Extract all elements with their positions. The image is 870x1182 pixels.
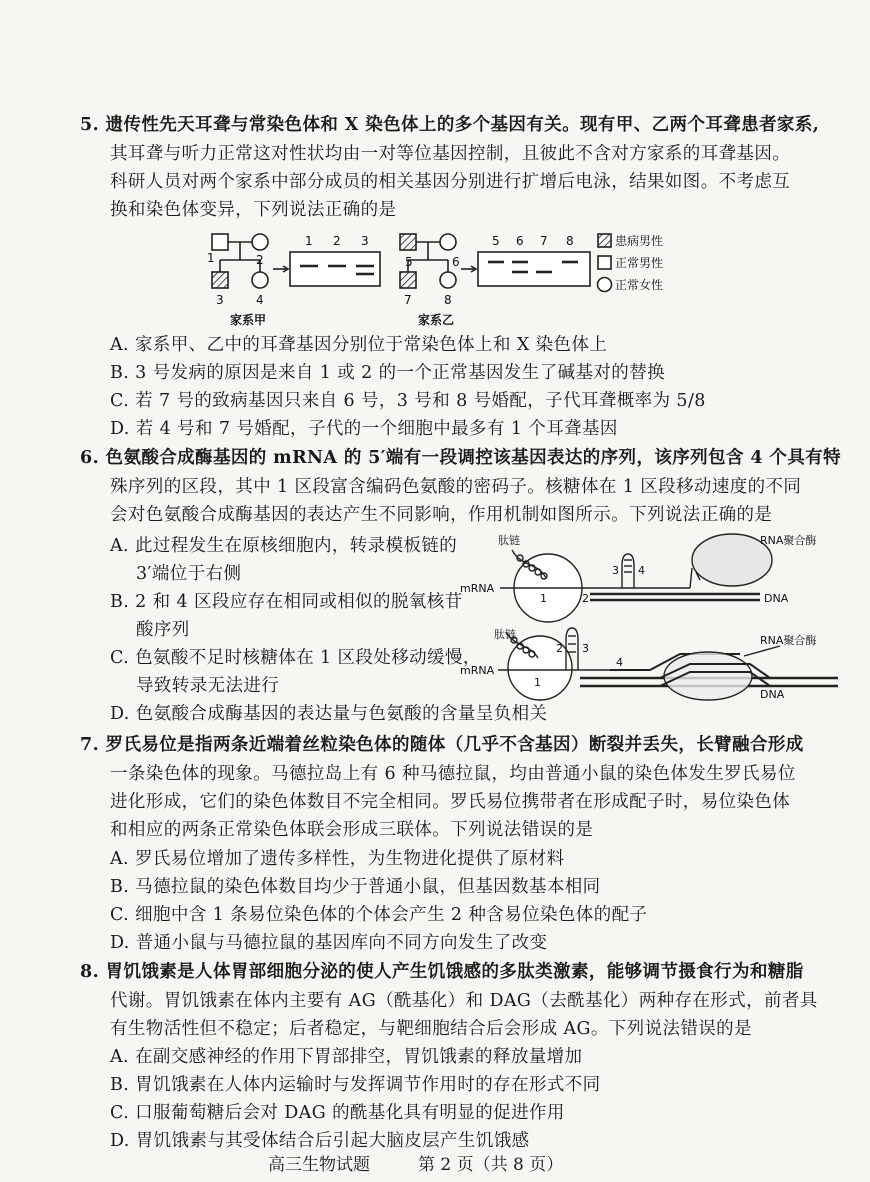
q8-option-b: B. 胃饥饿素在人体内运输时与发挥调节作用时的存在形式不同 bbox=[110, 1075, 601, 1095]
gel-family-b bbox=[478, 252, 590, 286]
member-1-normal-male bbox=[212, 234, 228, 250]
q5-option-d: D. 若 4 号和 7 号婚配，子代的一个细胞中最多有 1 个耳聋基因 bbox=[110, 419, 618, 439]
q8-stem-line-2: 代谢。胃饥饿素在体内主要有 AG（酰基化）和 DAG（去酰基化）两种存在形式，前者具 bbox=[110, 991, 818, 1011]
legend-affected-male: 患病男性 bbox=[615, 234, 664, 248]
q5-stem-line-2: 其耳聋与听力正常这对性状均由一对等位基因控制，且彼此不含对方家系的耳聋基因。 bbox=[110, 144, 791, 164]
member-4-normal-female bbox=[252, 272, 268, 288]
attenuator-hairpin-top bbox=[622, 554, 634, 588]
q6-stem-line-2: 殊序列的区段，其中 1 区段富含编码色氨酸的密码子。核糖体在 1 区段移动速度的不同 bbox=[110, 477, 802, 497]
region-4-top: 4 bbox=[638, 564, 645, 577]
q8-stem-line-1: 8. 胃饥饿素是人体胃部细胞分泌的使人产生饥饿感的多肽类激素，能够调节摄食行为和糖脂 bbox=[80, 962, 804, 982]
member-label-6: 6 bbox=[452, 255, 460, 269]
q5-stem-line-4: 换和染色体变异，下列说法正确的是 bbox=[110, 200, 397, 220]
q6-option-d: D. 色氨酸合成酶基因的表达量与色氨酸的含量呈负相关 bbox=[110, 704, 548, 724]
peptide-label-bottom: 肽链 bbox=[494, 628, 516, 641]
legend-normal-female: 正常女性 bbox=[615, 278, 664, 292]
q8-stem-line-3: 有生物活性但不稳定；后者稳定，与靶细胞结合后会形成 AG。下列说法错误的是 bbox=[110, 1019, 752, 1039]
lane-label-3: 3 bbox=[361, 234, 369, 248]
dna-label-top: DNA bbox=[764, 592, 789, 605]
region-2-bottom: 2 bbox=[556, 642, 563, 655]
q6-mechanism-figure bbox=[460, 528, 840, 712]
lane-label-5: 5 bbox=[492, 234, 500, 248]
q6-stem-line-3: 会对色氨酸合成酶基因的表达产生不同影响，作用机制如图所示。下列说法正确的是 bbox=[110, 505, 773, 525]
q5-option-a: A. 家系甲、乙中的耳聋基因分别位于常染色体上和 X 染色体上 bbox=[110, 335, 608, 355]
q7-option-a: A. 罗氏易位增加了遗传多样性，为生物进化提供了原材料 bbox=[110, 849, 565, 869]
legend-normal-female-symbol bbox=[598, 278, 612, 292]
region-2-top: 2 bbox=[582, 592, 589, 605]
q5-option-c: C. 若 7 号的致病基因只来自 6 号，3 号和 8 号婚配，子代耳聋概率为 5/8 bbox=[110, 391, 706, 411]
q8-option-c: C. 口服葡萄糖后会对 DAG 的酰基化具有明显的促进作用 bbox=[110, 1103, 565, 1123]
q5-option-b: B. 3 号发病的原因是来自 1 或 2 的一个正常基因发生了碱基对的替换 bbox=[110, 363, 665, 383]
lane-label-1: 1 bbox=[305, 234, 313, 248]
q5-stem-line-3: 科研人员对两个家系中部分成员的相关基因分别进行扩增后电泳，结果如图。不考虑互 bbox=[110, 172, 791, 192]
member-3-affected-male bbox=[212, 272, 228, 288]
q6-option-c-cont: 导致转录无法进行 bbox=[136, 676, 280, 696]
member-label-8: 8 bbox=[444, 293, 452, 307]
q5-pedigree-figure bbox=[200, 226, 700, 330]
q8-option-a: A. 在副交感神经的作用下胃部排空，胃饥饿素的释放量增加 bbox=[110, 1047, 583, 1067]
member-label-5: 5 bbox=[405, 255, 413, 269]
peptide-label-top: 肽链 bbox=[498, 534, 520, 547]
dna-label-bottom: DNA bbox=[760, 688, 785, 701]
q7-option-c: C. 细胞中含 1 条易位染色体的个体会产生 2 种含易位染色体的配子 bbox=[110, 905, 648, 925]
member-label-1: 1 bbox=[207, 251, 215, 265]
lane-label-7: 7 bbox=[540, 234, 548, 248]
member-label-7: 7 bbox=[404, 293, 412, 307]
q6-option-b-cont: 酸序列 bbox=[136, 620, 190, 640]
member-5-affected-male bbox=[400, 234, 416, 250]
legend-normal-male-symbol bbox=[598, 256, 611, 269]
gel-family-a bbox=[290, 252, 380, 286]
q7-stem-line-4: 和相应的两条正常染色体联会形成三联体。下列说法错误的是 bbox=[110, 820, 594, 840]
member-6-normal-female bbox=[440, 234, 456, 250]
family-a-caption: 家系甲 bbox=[230, 313, 267, 327]
region-3-top: 3 bbox=[612, 564, 619, 577]
q7-option-b: B. 马德拉鼠的染色体数目均少于普通小鼠，但基因数基本相同 bbox=[110, 877, 601, 897]
q5-stem-line-1: 5. 遗传性先天耳聋与常染色体和 X 染色体上的多个基因有关。现有甲、乙两个耳聋患者家系, bbox=[80, 115, 820, 135]
q6-option-c: C. 色氨酸不足时核糖体在 1 区段处移动缓慢， bbox=[110, 648, 481, 668]
lane-label-6: 6 bbox=[516, 234, 524, 248]
q8-option-d: D. 胃饥饿素与其受体结合后引起大脑皮层产生饥饿感 bbox=[110, 1131, 530, 1151]
member-label-2: 2 bbox=[256, 253, 264, 267]
legend-affected-male-symbol bbox=[598, 234, 611, 247]
lane-label-2: 2 bbox=[333, 234, 341, 248]
footer-subject: 高三生物试题 bbox=[268, 1155, 370, 1175]
mrna-label-bottom: mRNA bbox=[460, 664, 495, 677]
mrna-label-top: mRNA bbox=[460, 582, 495, 595]
member-8-normal-female bbox=[440, 272, 456, 288]
q6-option-a: A. 此过程发生在原核细胞内，转录模板链的 bbox=[110, 536, 458, 556]
family-b-caption: 家系乙 bbox=[418, 313, 455, 327]
q7-stem-line-2: 一条染色体的现象。马德拉岛上有 6 种马德拉鼠，均由普通小鼠的染色体发生罗氏易位 bbox=[110, 764, 796, 784]
region-4-bottom: 4 bbox=[616, 656, 623, 669]
q6-option-a-cont: 3′端位于右侧 bbox=[136, 564, 242, 584]
member-label-4: 4 bbox=[256, 293, 264, 307]
footer-page-number: 第 2 页（共 8 页） bbox=[418, 1155, 564, 1175]
legend-normal-male: 正常男性 bbox=[615, 256, 664, 270]
member-2-normal-female bbox=[252, 234, 268, 250]
q7-stem-line-1: 7. 罗氏易位是指两条近端着丝粒染色体的随体（几乎不含基因）断裂并丢失，长臂融合形成 bbox=[80, 735, 804, 755]
region-1-bottom: 1 bbox=[534, 676, 541, 689]
rnap-label-top: RNA聚合酶 bbox=[760, 534, 817, 547]
q7-stem-line-3: 进化形成，它们的染色体数目不完全相同。罗氏易位携带者在形成配子时，易位染色体 bbox=[110, 792, 791, 812]
q6-option-b: B. 2 和 4 区段应存在相同或相似的脱氧核苷 bbox=[110, 592, 463, 612]
q7-option-d: D. 普通小鼠与马德拉鼠的基因库向不同方向发生了改变 bbox=[110, 933, 548, 953]
region-3-bottom: 3 bbox=[582, 642, 589, 655]
member-7-affected-male bbox=[400, 272, 416, 288]
lane-label-8: 8 bbox=[566, 234, 574, 248]
member-label-3: 3 bbox=[216, 293, 224, 307]
q6-stem-line-1: 6. 色氨酸合成酶基因的 mRNA 的 5′端有一段调控该基因表达的序列，该序列包含 4 个具有特 bbox=[80, 448, 842, 468]
rnap-label-bottom: RNA聚合酶 bbox=[760, 634, 817, 647]
region-1-top: 1 bbox=[540, 592, 547, 605]
rna-polymerase-bottom bbox=[664, 652, 752, 700]
